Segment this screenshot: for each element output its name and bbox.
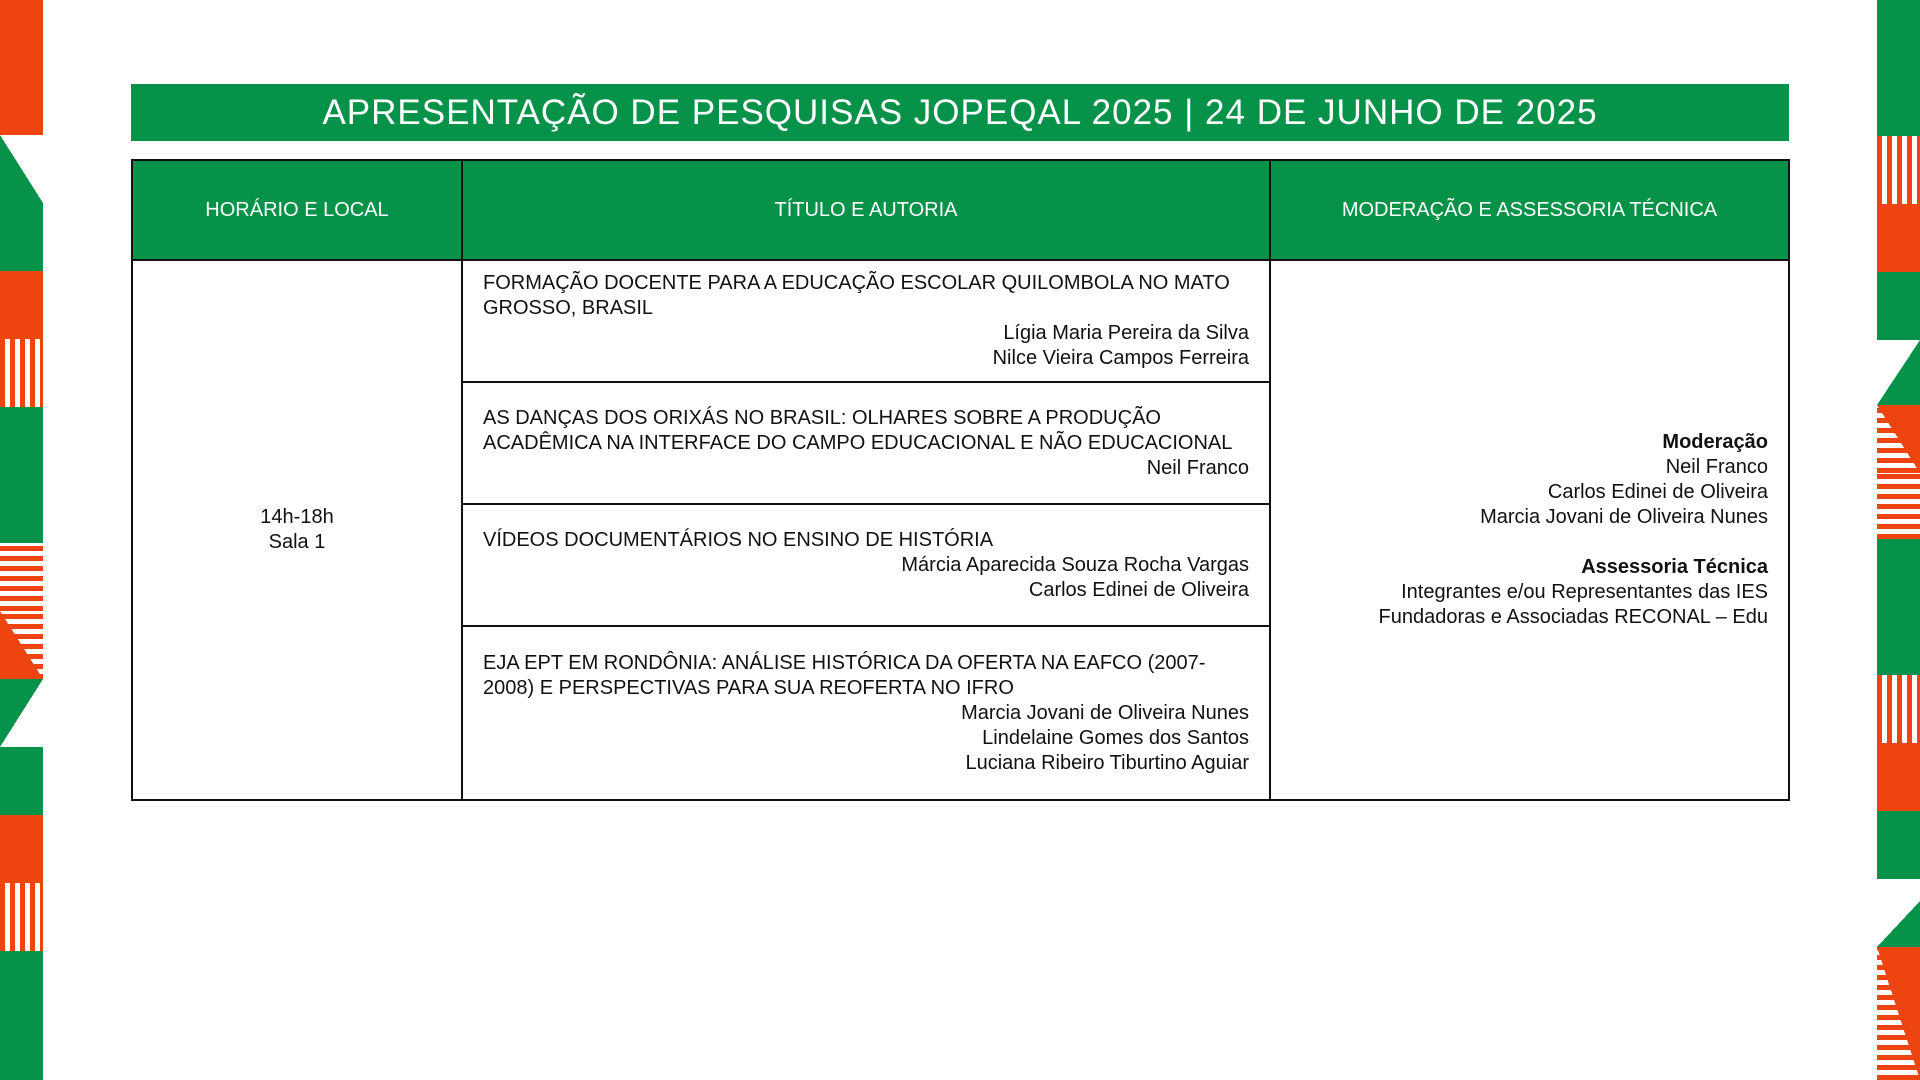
spacer — [1291, 530, 1768, 555]
schedule-table — [131, 159, 1790, 801]
moderation-cell — [1270, 260, 1789, 800]
pattern-tile — [1877, 539, 1920, 607]
pattern-tile — [1877, 743, 1920, 811]
pattern-tile — [1877, 473, 1920, 539]
pattern-tile — [1877, 405, 1920, 473]
right-decorative-strip — [1877, 0, 1920, 1080]
talk-author: Lígia Maria Pereira da Silva — [1003, 322, 1249, 344]
technical-heading: Assessoria Técnica — [1581, 556, 1768, 578]
column-header-title-authors: TÍTULO E AUTORIA — [462, 160, 1270, 260]
pattern-tile — [0, 951, 43, 1019]
pattern-tile — [1877, 272, 1920, 340]
talk-author: Carlos Edinei de Oliveira — [1028, 578, 1249, 601]
pattern-tile — [0, 0, 43, 135]
page-title: APRESENTAÇÃO DE PESQUISAS JOPEQAL 2025 | 24 DE JUNHO DE 2025 — [322, 92, 1598, 132]
pattern-tile — [0, 135, 43, 203]
talk-author: Neil Franco — [1146, 456, 1249, 479]
talk-cell — [462, 626, 1270, 800]
pattern-tile — [0, 883, 43, 951]
pattern-tile — [1877, 675, 1920, 743]
time-location-cell — [132, 260, 462, 800]
pattern-tile — [0, 475, 43, 543]
talk-author: Luciana Ribeiro Tiburtino Aguiar — [965, 751, 1249, 774]
talk-title: VÍDEOS DOCUMENTÁRIOS NO ENSINO DE HISTÓRIA — [483, 528, 994, 551]
pattern-tile — [1877, 947, 1920, 1080]
pattern-tile — [1877, 204, 1920, 272]
pattern-tile — [1877, 901, 1920, 947]
table-header-row — [132, 160, 1789, 260]
pattern-tile — [0, 679, 43, 747]
pattern-tile — [1877, 340, 1920, 405]
talk-author: Lindelaine Gomes dos Santos — [982, 726, 1249, 749]
talk-author: Marcia Jovani de Oliveira Nunes — [961, 701, 1249, 724]
session-time: 14h-18h — [260, 506, 334, 528]
pattern-tile — [0, 271, 43, 339]
talk-cell — [462, 382, 1270, 504]
moderator-name: Carlos Edinei de Oliveira — [1547, 481, 1768, 503]
talk-cell — [462, 260, 1270, 382]
pattern-tile — [0, 1019, 43, 1080]
left-decorative-strip — [0, 0, 43, 1080]
moderator-name: Neil Franco — [1665, 456, 1768, 478]
talk-title: FORMAÇÃO DOCENTE PARA A EDUCAÇÃO ESCOLAR QUILOMBOLA NO MATO GROSSO, BRASIL — [483, 272, 1230, 319]
talk-author: Nilce Vieira Campos Ferreira — [992, 347, 1249, 369]
pattern-tile — [1877, 879, 1920, 901]
session-room: Sala 1 — [268, 531, 326, 553]
pattern-tile — [1877, 607, 1920, 675]
pattern-tile — [1877, 68, 1920, 136]
pattern-tile — [0, 203, 43, 271]
pattern-tile — [0, 407, 43, 475]
pattern-tile — [0, 339, 43, 407]
pattern-tile — [1877, 0, 1920, 68]
talk-cell — [462, 504, 1270, 626]
pattern-tile — [0, 611, 43, 679]
talk-author: Márcia Aparecida Souza Rocha Vargas — [901, 553, 1249, 576]
technical-line: Integrantes e/ou Representantes das IES — [1401, 581, 1768, 603]
pattern-tile — [1877, 811, 1920, 879]
technical-line: Fundadoras e Associadas RECONAL – Edu — [1378, 606, 1768, 628]
pattern-tile — [0, 747, 43, 815]
page-title-banner — [131, 84, 1789, 141]
talk-title: EJA EPT EM RONDÔNIA: ANÁLISE HISTÓRICA DA OFERTA NA EAFCO (2007-2008) E PERSPECTIVAS PARA SUA REOFERTA NO IFRO — [483, 651, 1206, 699]
pattern-tile — [1877, 136, 1920, 204]
table-row — [132, 260, 1789, 382]
pattern-tile — [0, 815, 43, 883]
moderator-name: Marcia Jovani de Oliveira Nunes — [1480, 506, 1768, 528]
column-header-time-location: HORÁRIO E LOCAL — [132, 160, 462, 260]
column-header-moderation: MODERAÇÃO E ASSESSORIA TÉCNICA — [1270, 160, 1789, 260]
moderation-heading: Moderação — [1662, 431, 1768, 453]
talk-title: AS DANÇAS DOS ORIXÁS NO BRASIL: OLHARES SOBRE A PRODUÇÃO ACADÊMICA NA INTERFACE DO CAMPO EDUCACIONAL E NÃO EDUCACIONAL — [483, 406, 1233, 454]
pattern-tile — [0, 543, 43, 611]
